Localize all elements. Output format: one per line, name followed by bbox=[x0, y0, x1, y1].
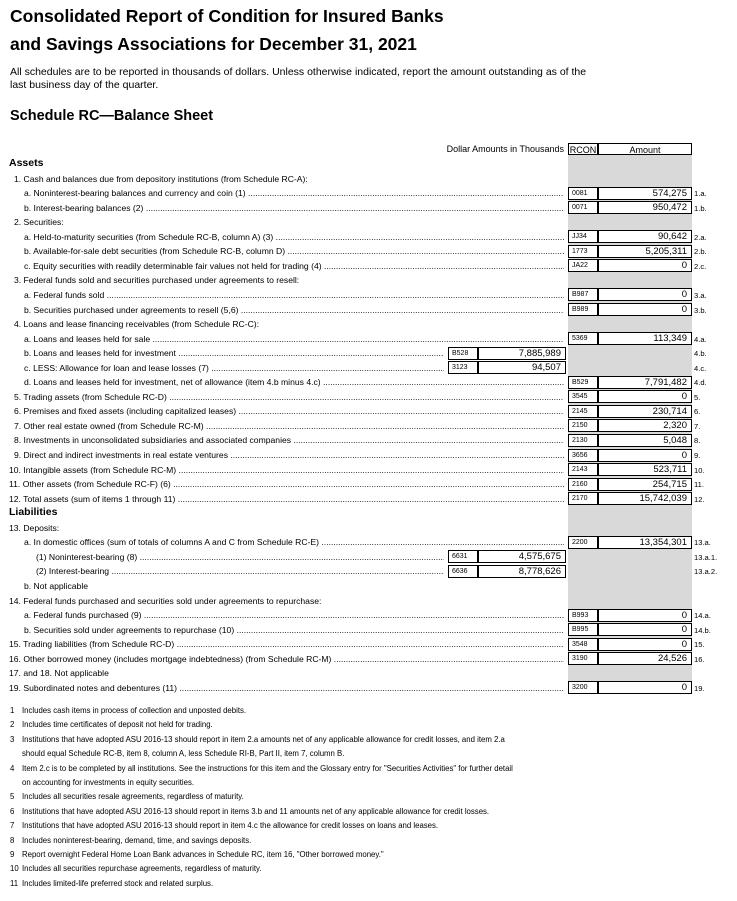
section-header-row bbox=[0, 505, 737, 520]
row-label: 5. Trading assets (from Schedule RC-D) ..... bbox=[14, 391, 564, 403]
table-row bbox=[0, 302, 737, 317]
item-number: 1.a. bbox=[694, 189, 707, 199]
footnote-text: Item 2.c is to be completed by all institutions. See the instructions for this item and the Glossary entry for "Securities Activities" for further detail bbox=[22, 763, 513, 773]
item-number: 12. bbox=[694, 494, 705, 504]
footnote-text: Includes cash items in process of collection and unposted debits. bbox=[22, 706, 247, 715]
footnote-number: 6 bbox=[10, 806, 15, 816]
rcon-code-cell: 0071 bbox=[568, 201, 598, 214]
row-label: b. Securities purchased under agreements to resell (5,6) ..... bbox=[24, 304, 564, 316]
footnote bbox=[10, 706, 246, 716]
item-number: 4.a. bbox=[694, 334, 707, 344]
footnote-number: 10 bbox=[10, 864, 19, 874]
row-label: c. LESS: Allowance for loan and lease losses (7) ..... bbox=[24, 362, 444, 374]
component-code-cell: 6636 bbox=[448, 565, 478, 578]
row-label: a. Noninterest-bearing balances and currency and coin (1) ..... bbox=[24, 187, 564, 199]
amount-cell: 0 bbox=[598, 390, 692, 403]
table-row bbox=[0, 214, 737, 229]
rcon-code-cell: B987 bbox=[568, 288, 598, 301]
rcon-code-cell: 2200 bbox=[568, 536, 598, 549]
component-amount-cell: 7,885,989 bbox=[478, 347, 566, 360]
row-label: a. Held-to-maturity securities (from Schedule RC-B, column A) (3) ..... bbox=[24, 231, 564, 243]
rcon-code-cell: 3200 bbox=[568, 681, 598, 694]
component-code-cell: 6631 bbox=[448, 550, 478, 563]
section-header-row bbox=[0, 156, 737, 171]
table-row bbox=[0, 549, 737, 564]
table-row bbox=[0, 171, 737, 186]
rcon-code-cell: 2145 bbox=[568, 405, 598, 418]
row-label: c. Equity securities with readily determinable fair values not held for trading (4) ..... bbox=[24, 260, 564, 272]
table-row bbox=[0, 345, 737, 360]
intro-text bbox=[10, 66, 690, 91]
row-label: 12. Total assets (sum of items 1 through 11) ..... bbox=[9, 493, 564, 505]
row-label: b. Available-for-sale debt securities (from Schedule RC-B, column D) ..... bbox=[24, 245, 564, 257]
row-label: 15. Trading liabilities (from Schedule RC-D) ..... bbox=[9, 638, 564, 650]
row-label: 16. Other borrowed money (includes mortgage indebtedness) (from Schedule RC-M) ..... bbox=[9, 653, 564, 665]
rcon-code-cell: JJ34 bbox=[568, 230, 598, 243]
table-row bbox=[0, 665, 737, 680]
rcon-code-cell: 2170 bbox=[568, 492, 598, 505]
item-number: 13.a.2. bbox=[694, 567, 718, 577]
table-row bbox=[0, 229, 737, 244]
report-title bbox=[10, 2, 610, 58]
rcon-column-header: RCON bbox=[569, 145, 597, 155]
row-label: 7. Other real estate owned (from Schedule RC-M) ..... bbox=[14, 420, 564, 432]
rcon-code-cell: 2150 bbox=[568, 419, 598, 432]
amount-cell: 5,048 bbox=[598, 434, 692, 447]
amount-cell: 113,349 bbox=[598, 332, 692, 345]
item-number: 10. bbox=[694, 465, 705, 475]
amount-cell: 0 bbox=[598, 259, 692, 272]
row-label: 1. Cash and balances due from depository institutions (from Schedule RC-A): bbox=[14, 173, 308, 184]
item-number: 9. bbox=[694, 451, 701, 460]
schedule-title: Schedule RC—Balance Sheet bbox=[10, 108, 214, 124]
table-row bbox=[0, 418, 737, 433]
row-label: 19. Subordinated notes and debentures (11) ..... bbox=[9, 682, 564, 694]
footnote bbox=[10, 850, 384, 860]
footnote-text: Institutions that have adopted ASU 2016-13 should report in item 2.a amounts net of any applicable allowance for credit losses, and item 2.a bbox=[22, 734, 505, 744]
table-row bbox=[0, 389, 737, 404]
item-number: 3.a. bbox=[694, 290, 707, 300]
row-label: a. Federal funds purchased (9) ..... bbox=[24, 609, 564, 621]
row-label: b. Securities sold under agreements to repurchase (10) ..... bbox=[24, 624, 564, 636]
item-number: 4.b. bbox=[694, 349, 707, 359]
table-row bbox=[0, 331, 737, 346]
table-row bbox=[0, 374, 737, 389]
footnote-number: 9 bbox=[10, 850, 15, 859]
table-row bbox=[0, 287, 737, 302]
table-row bbox=[0, 520, 737, 535]
intro-line-2: last business day of the quarter. bbox=[10, 78, 159, 91]
footnote-continuation: on accounting for investments in equity securities. bbox=[22, 778, 195, 787]
row-label: 17. and 18. Not applicable bbox=[9, 668, 109, 679]
table-row bbox=[0, 563, 737, 578]
rcon-code-cell: 3545 bbox=[568, 390, 598, 403]
table-row bbox=[0, 607, 737, 622]
amount-cell: 13,354,301 bbox=[598, 536, 692, 549]
table-row bbox=[0, 316, 737, 331]
rcon-code-cell: 3190 bbox=[568, 652, 598, 665]
item-number: 2.b. bbox=[694, 247, 707, 257]
row-label: b. Interest-bearing balances (2) ..... bbox=[24, 202, 564, 214]
footnote-number: 4 bbox=[10, 763, 15, 773]
row-label: b. Not applicable bbox=[24, 580, 89, 591]
item-number: 15. bbox=[694, 640, 705, 650]
amount-cell: 15,742,039 bbox=[598, 492, 692, 505]
component-code-cell: B528 bbox=[448, 347, 478, 360]
rcon-code-cell: 2143 bbox=[568, 463, 598, 476]
row-label: 13. Deposits: bbox=[9, 522, 60, 533]
footnote-number: 5 bbox=[10, 792, 15, 802]
footnote bbox=[10, 821, 438, 831]
row-label: a. Loans and leases held for sale ..... bbox=[24, 333, 564, 345]
item-number: 14.a. bbox=[694, 611, 711, 621]
rcon-code-cell: 3548 bbox=[568, 638, 598, 651]
rcon-code-cell: B995 bbox=[568, 623, 598, 636]
footnote-text: Includes time certificates of deposit not held for trading. bbox=[22, 720, 213, 730]
row-label: 2. Securities: bbox=[14, 217, 64, 228]
item-number: 13.a. bbox=[694, 538, 711, 548]
table-row bbox=[0, 578, 737, 593]
amount-cell: 0 bbox=[598, 623, 692, 636]
row-label: 3. Federal funds sold and securities purchased under agreements to resell: bbox=[14, 275, 300, 286]
footnote bbox=[10, 864, 262, 874]
table-row bbox=[0, 593, 737, 608]
footnote-continuation: should equal Schedule RC-B, item 8, column A, less Schedule RI-B, Part II, item 7, column B. bbox=[22, 749, 345, 759]
table-row bbox=[0, 432, 737, 447]
amount-cell: 2,320 bbox=[598, 419, 692, 432]
amount-cell: 950,472 bbox=[598, 201, 692, 214]
footnote-number: 1 bbox=[10, 706, 15, 715]
table-row bbox=[0, 622, 737, 637]
report-title-line-2: and Savings Associations for December 31, 2021 bbox=[10, 34, 417, 54]
footnote bbox=[10, 836, 251, 846]
rcon-code-cell: 2130 bbox=[568, 434, 598, 447]
table-row bbox=[0, 403, 737, 418]
footnote bbox=[10, 720, 213, 730]
table-row bbox=[0, 360, 737, 375]
footnote-text: Includes limited-life preferred stock and related surplus. bbox=[22, 878, 214, 888]
footnote bbox=[10, 807, 489, 817]
component-amount-cell: 8,778,626 bbox=[478, 565, 566, 578]
component-amount-cell: 94,507 bbox=[478, 361, 566, 374]
row-label: 14. Federal funds purchased and securities sold under agreements to repurchase: bbox=[9, 595, 322, 606]
dollar-amounts-header: Dollar Amounts in Thousands bbox=[446, 144, 564, 154]
item-number: 2.c. bbox=[694, 261, 707, 271]
section-label: Assets bbox=[9, 157, 44, 169]
table-row bbox=[0, 272, 737, 287]
item-number: 2.a. bbox=[694, 232, 707, 242]
footnote-text: Institutions that have adopted ASU 2016-13 should report in items 3.b and 11 amounts net of any applicable allowance for credit losses. bbox=[22, 806, 490, 816]
table-row bbox=[0, 476, 737, 491]
table-row bbox=[0, 651, 737, 666]
rcon-code-cell: B989 bbox=[568, 303, 598, 316]
amount-cell: 230,714 bbox=[598, 405, 692, 418]
balance-sheet-table bbox=[0, 141, 737, 701]
item-number: 4.c. bbox=[694, 363, 707, 373]
rcon-code-cell: 5369 bbox=[568, 332, 598, 345]
footnote bbox=[10, 879, 213, 889]
table-row bbox=[0, 185, 737, 200]
amount-cell: 574,275 bbox=[598, 187, 692, 200]
row-label: b. Loans and leases held for investment ..... bbox=[24, 347, 444, 359]
row-label: 10. Intangible assets (from Schedule RC-M) ..... bbox=[9, 464, 564, 476]
rcon-code-cell: 0081 bbox=[568, 187, 598, 200]
component-code-cell: 3123 bbox=[448, 361, 478, 374]
table-row bbox=[0, 447, 737, 462]
table-row bbox=[0, 258, 737, 273]
row-label: a. In domestic offices (sum of totals of columns A and C from Schedule RC-E) ..... bbox=[24, 536, 564, 548]
amount-cell: 7,791,482 bbox=[598, 376, 692, 389]
item-number: 19. bbox=[694, 683, 705, 693]
row-label: 4. Loans and lease financing receivables (from Schedule RC-C): bbox=[14, 319, 260, 330]
item-number: 11. bbox=[694, 480, 704, 490]
row-label: 11. Other assets (from Schedule RC-F) (6) ..... bbox=[9, 478, 564, 490]
footnote-text: Report overnight Federal Home Loan Bank advances in Schedule RC, item 16, "Other borrowed money." bbox=[22, 850, 384, 859]
footnote-number: 8 bbox=[10, 835, 15, 845]
table-row bbox=[0, 200, 737, 215]
item-number: 14.b. bbox=[694, 625, 711, 635]
footnote bbox=[10, 764, 513, 774]
row-label: 6. Premises and fixed assets (including capitalized leases) ..... bbox=[14, 405, 564, 417]
rcon-code-cell: 3656 bbox=[568, 449, 598, 462]
item-number: 5. bbox=[694, 392, 701, 402]
item-number: 4.d. bbox=[694, 378, 707, 388]
row-label: (1) Noninterest-bearing (8) ..... bbox=[36, 551, 444, 563]
amount-cell: 24,526 bbox=[598, 652, 692, 665]
table-row bbox=[0, 462, 737, 477]
rcon-code-cell: B529 bbox=[568, 376, 598, 389]
amount-cell: 0 bbox=[598, 288, 692, 301]
row-label: 8. Investments in unconsolidated subsidiaries and associated companies ..... bbox=[14, 434, 564, 446]
rcon-code-cell: JA22 bbox=[568, 259, 598, 272]
amount-cell: 5,205,311 bbox=[598, 245, 692, 258]
footnote bbox=[10, 792, 244, 802]
amount-cell: 0 bbox=[598, 681, 692, 694]
component-amount-cell: 4,575,675 bbox=[478, 550, 566, 563]
item-number: 16. bbox=[694, 654, 705, 664]
amount-cell: 90,642 bbox=[598, 230, 692, 243]
item-number: 3.b. bbox=[694, 305, 707, 315]
item-number: 8. bbox=[694, 436, 701, 446]
rcon-code-cell: 2160 bbox=[568, 478, 598, 491]
item-number: 13.a.1. bbox=[694, 552, 718, 562]
rcon-code-cell: B993 bbox=[568, 609, 598, 622]
row-label: d. Loans and leases held for investment, net of allowance (item 4.b minus 4.c) ..... bbox=[24, 376, 564, 388]
footnote-text: Includes all securities repurchase agreements, regardless of maturity. bbox=[22, 864, 262, 874]
table-row bbox=[0, 534, 737, 549]
rcon-code-cell: 1773 bbox=[568, 245, 598, 258]
table-row bbox=[0, 491, 737, 506]
footnote-number: 7 bbox=[10, 821, 15, 831]
table-row bbox=[0, 636, 737, 651]
amount-cell: 523,711 bbox=[598, 463, 692, 476]
item-number: 6. bbox=[694, 407, 701, 417]
footnote-number: 11 bbox=[10, 878, 19, 888]
row-label: a. Federal funds sold ..... bbox=[24, 289, 564, 301]
footnote-text: Institutions that have adopted ASU 2016-13 should report in item 4.c the allowance for credit losses on loans and leases. bbox=[22, 821, 439, 831]
report-title-line-1: Consolidated Report of Condition for Insured Banks bbox=[10, 6, 444, 26]
table-row bbox=[0, 680, 737, 695]
item-number: 7. bbox=[694, 421, 701, 431]
footnote-number: 3 bbox=[10, 734, 15, 744]
row-label: (2) Interest-bearing ..... bbox=[36, 565, 444, 577]
table-row bbox=[0, 243, 737, 258]
section-label: Liabilities bbox=[9, 506, 58, 519]
amount-column-header: Amount bbox=[598, 143, 692, 155]
footnote-text: Includes all securities resale agreements, regardless of maturity. bbox=[22, 792, 244, 802]
footnote-text: Includes noninterest-bearing, demand, time, and savings deposits. bbox=[22, 835, 252, 845]
item-number: 1.b. bbox=[694, 203, 707, 213]
footnote-number: 2 bbox=[10, 720, 15, 730]
footnote bbox=[10, 735, 505, 745]
amount-cell: 0 bbox=[598, 449, 692, 462]
amount-cell: 0 bbox=[598, 638, 692, 651]
row-label: 9. Direct and indirect investments in real estate ventures ..... bbox=[14, 449, 564, 461]
intro-line-1: All schedules are to be reported in thousands of dollars. Unless otherwise indicated, report the amount outstanding as of the bbox=[10, 66, 587, 78]
amount-cell: 0 bbox=[598, 303, 692, 316]
amount-cell: 0 bbox=[598, 609, 692, 622]
amount-cell: 254,715 bbox=[598, 478, 692, 491]
